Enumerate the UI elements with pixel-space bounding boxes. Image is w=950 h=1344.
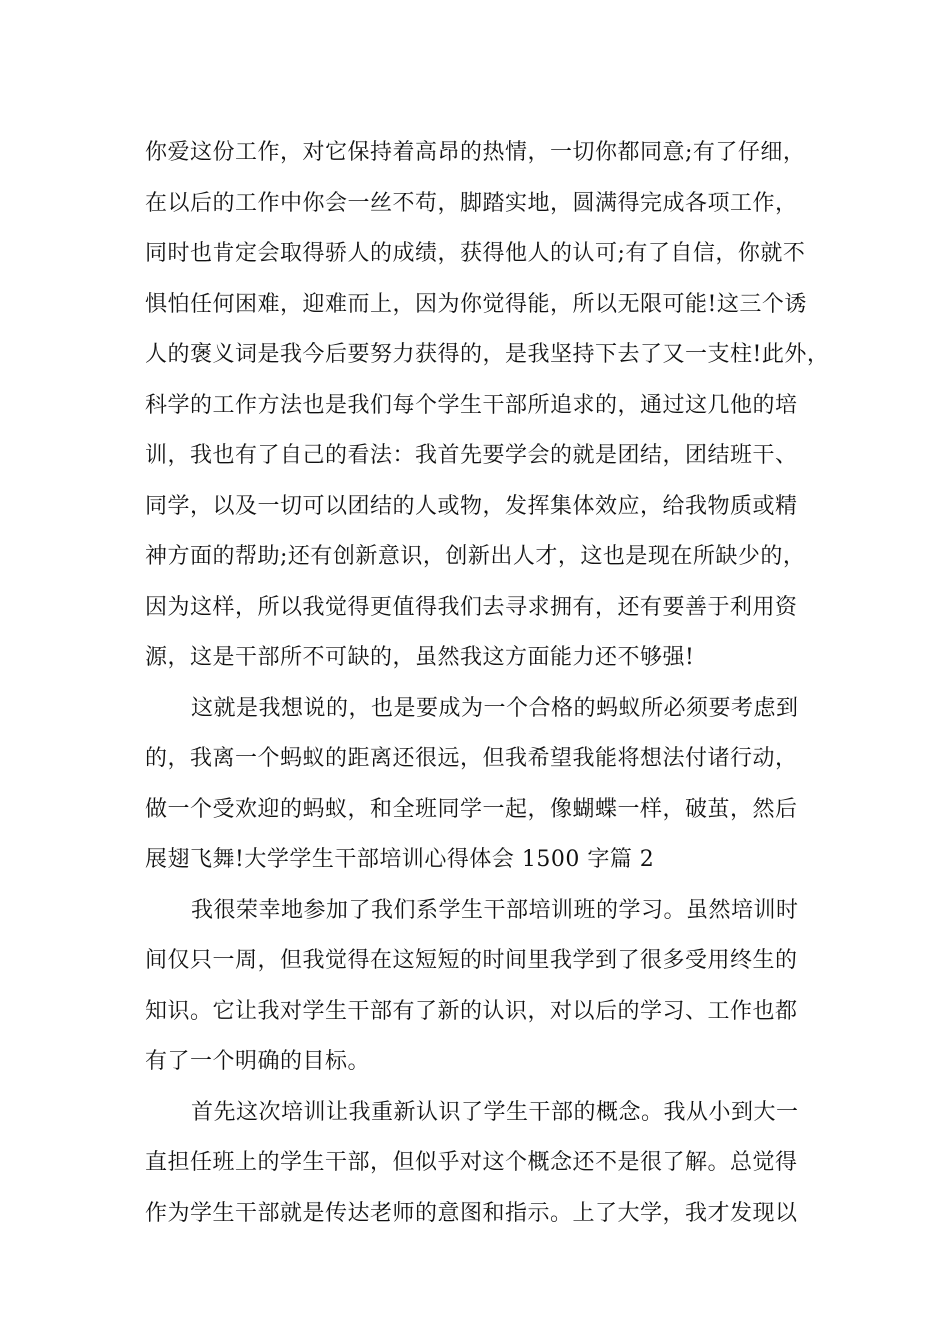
section-heading-line: 展翅飞舞!大学学生干部培训心得体会 1500 字篇 2 xyxy=(145,847,655,872)
text-line: 作为学生干部就是传达老师的意图和指示。上了大学，我才发现以 xyxy=(145,1200,798,1226)
text-line: 在以后的工作中你会一丝不苟，脚踏实地，圆满得完成各项工作， xyxy=(145,190,798,216)
text-line: 训，我也有了自己的看法：我首先要学会的就是团结，团结班干、 xyxy=(145,443,798,468)
text-line: 神方面的帮助;还有创新意识，创新出人才，这也是现在所缺少的， xyxy=(145,544,806,569)
text-line: 同时也肯定会取得骄人的成绩，获得他人的认可;有了自信，你就不 xyxy=(145,241,806,266)
text-line: 直担任班上的学生干部，但似乎对这个概念还不是很了解。总觉得 xyxy=(145,1150,798,1175)
text-line: 间仅只一周，但我觉得在这短短的时间里我学到了很多受用终生的 xyxy=(145,948,798,973)
text-line: 同学，以及一切可以团结的人或物，发挥集体效应，给我物质或精 xyxy=(145,493,798,519)
text-line: 因为这样，所以我觉得更值得我们去寻求拥有，还有要善于利用资 xyxy=(145,594,798,620)
body-text xyxy=(145,128,835,1239)
text-line: 你爱这份工作，对它保持着高昂的热情，一切你都同意;有了仔细， xyxy=(145,140,806,165)
text-line: 的，我离一个蚂蚁的距离还很远，但我希望我能将想法付诸行动， xyxy=(145,746,798,771)
text-line: 科学的工作方法也是我们每个学生干部所追求的，通过这几他的培 xyxy=(145,392,798,418)
text-line: 源，这是干部所不可缺的，虽然我这方面能力还不够强! xyxy=(145,645,695,670)
text-line: 知识。它让我对学生干部有了新的认识，对以后的学习、工作也都 xyxy=(145,998,798,1024)
text-line: 惧怕任何困难，迎难而上，因为你觉得能，所以无限可能!这三个诱 xyxy=(145,291,807,317)
paragraph-start-line: 首先这次培训让我重新认识了学生干部的概念。我从小到大一 xyxy=(191,1099,799,1125)
text-line: 人的褒义词是我今后要努力获得的，是我坚持下去了又一支柱!此外， xyxy=(145,342,830,367)
paragraph-start-line: 这就是我想说的，也是要成为一个合格的蚂蚁所必须要考虑到 xyxy=(191,695,799,721)
paragraph-start-line: 我很荣幸地参加了我们系学生干部培训班的学习。虽然培训时 xyxy=(191,897,799,923)
text-line: 做一个受欢迎的蚂蚁，和全班同学一起，像蝴蝶一样，破茧，然后 xyxy=(145,796,798,822)
text-line: 有了一个明确的目标。 xyxy=(145,1049,371,1074)
